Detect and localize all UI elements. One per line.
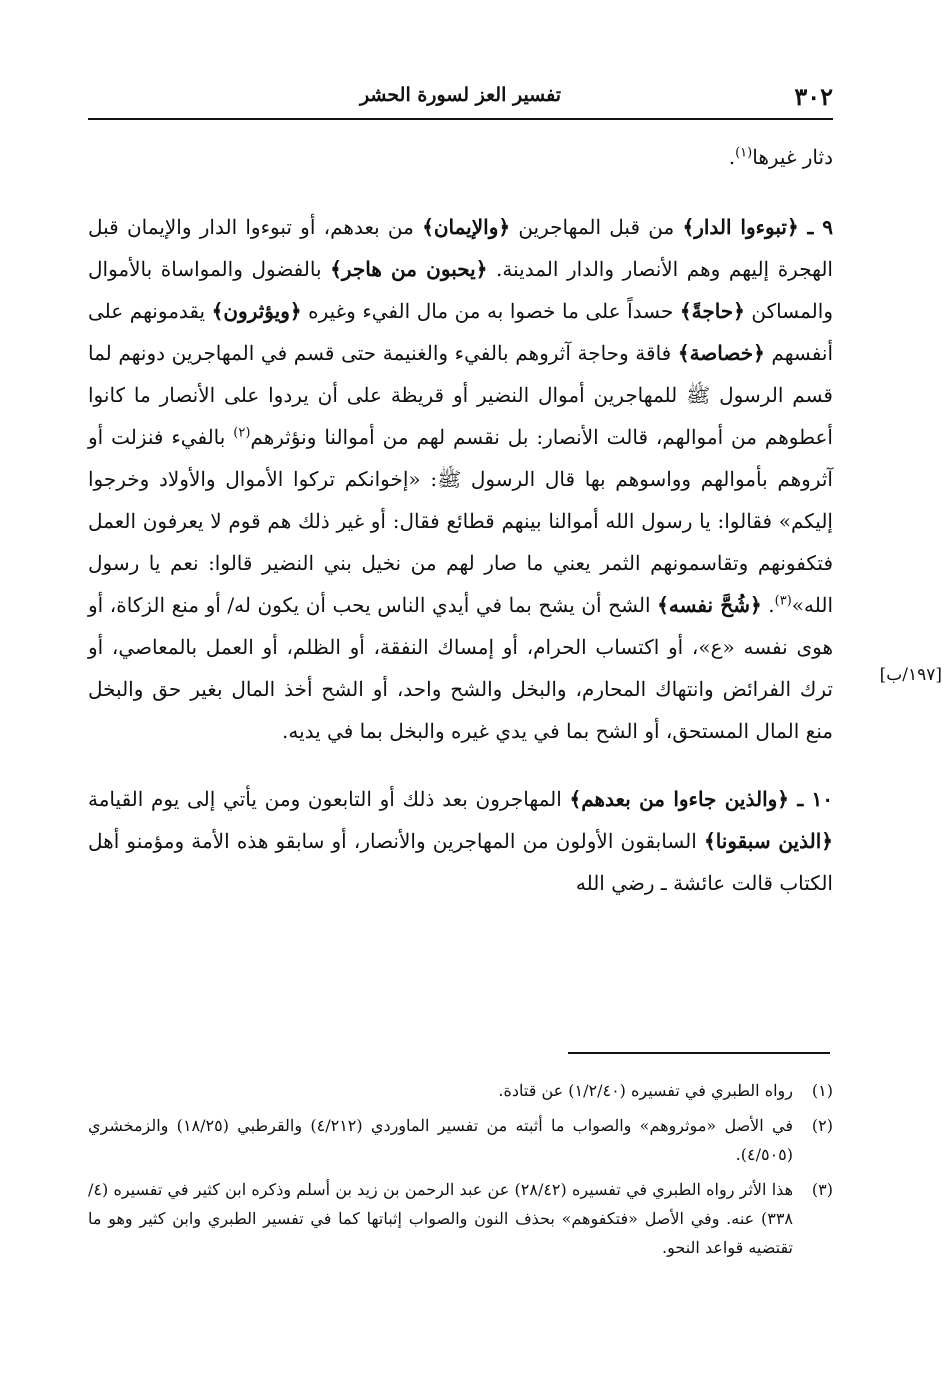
verse-number: ١٠ ـ xyxy=(789,787,833,811)
quran-quote: ﴿ويؤثرون﴾ xyxy=(211,299,302,323)
text-run: دثار غيرها xyxy=(752,145,833,169)
verse-number: ٩ ـ xyxy=(798,215,834,239)
footnote-item xyxy=(88,1076,833,1105)
footnote-item xyxy=(88,1175,833,1262)
footnote-item xyxy=(88,1111,833,1169)
text-run: المهاجرون بعد ذلك أو التابعون ومن يأتي إلى يوم القيامة xyxy=(88,787,570,811)
footnote-number: (٢) xyxy=(811,1116,833,1135)
footnote-ref: (١) xyxy=(735,145,753,161)
paragraph-verse-10 xyxy=(88,778,833,904)
quran-quote: ﴿خصاصة﴾ xyxy=(677,341,765,365)
text-run: يقدمونهم على أنفسهم xyxy=(88,299,834,365)
manuscript-folio-marker: [١٩٧/ب] xyxy=(879,665,942,685)
footnote-text: هذا الأثر رواه الطبري في تفسيره (٢٨/٤٢) عن عبد الرحمن بن زيد بن أسلم وذكره ابن كثير في تفسيره (٤/ ٣٣٨) عنه. وفي الأصل «فتكفوهم» بحذف النون والصواب إثباتها كما في تفسير الطبري وابن كثير وهو ما تقتضيه قواعد النحو. xyxy=(88,1180,794,1257)
text-run: . xyxy=(728,145,736,169)
footnote-number: (٣) xyxy=(811,1180,833,1199)
footnote-text: في الأصل «موثروهم» والصواب ما أثبته من تفسير الماوردي (٤/٢١٢) والقرطبي (١٨/٢٥) والزمخشري (٤/٥٠٥). xyxy=(88,1116,793,1164)
quran-quote: ﴿شُحَّ نفسه﴾ xyxy=(657,593,762,617)
page-number: ٣٠٢ xyxy=(794,82,833,111)
text-run: الشح أن يشح بما في أيدي الناس يحب أن يكون له/ أو منع الزكاة، أو هوى نفسه «ع»، أو اكتساب الحرام، أو إمساك النفقة، أو الظلم، أو العمل بالمعاصي، أو ترك الفرائض وانتهاك المحارم، والبخل والشح واحد، أو الشح أخذ المال بغير حق والبخل منع المال المستحق، أو الشح بما في يدي غيره والبخل بما في يديه. xyxy=(88,593,833,743)
main-text xyxy=(88,136,833,904)
quran-quote: ﴿حاجةً﴾ xyxy=(679,299,745,323)
footnote-ref: (٢) xyxy=(233,425,251,441)
footnotes xyxy=(88,1076,833,1268)
page-header xyxy=(88,78,833,120)
text-run: بالفضول والمواساة بالأموال والمساكن xyxy=(88,257,833,323)
quran-quote: ﴿تبوءوا الدار﴾ xyxy=(682,215,799,239)
quran-quote: ﴿والإيمان﴾ xyxy=(422,215,511,239)
text-run: من قبل المهاجرين xyxy=(510,215,683,239)
footnote-divider xyxy=(568,1052,830,1054)
paragraph-continuation xyxy=(88,136,833,178)
quran-quote: ﴿والذين جاءوا من بعدهم﴾ xyxy=(569,787,790,811)
quran-quote: ﴿يحبون من هاجر﴾ xyxy=(330,257,488,281)
quran-quote: ﴿الذين سبقونا﴾ xyxy=(703,829,833,853)
text-run: بالفيء فنزلت أو آثروهم بأموالهم وواسوهم بها قال الرسول ﷺ: «إخوانكم تركوا الأموال والأولاد وخرجوا إليكم» فقالوا: يا رسول الله أموالنا بينهم قطائع فقال: أو غير ذلك هم قوم لا يعرفون العمل فتكفونهم وتقاسمونهم الثمر يعني ما صار لهم من نخيل بني النضير قالوا: نعم يا رسول الله» xyxy=(88,425,834,617)
text-run: . xyxy=(761,593,775,617)
text-run: السابقون الأولون من المهاجرين والأنصار، أو سابقو هذه الأمة ومؤمنو أهل الكتاب قالت عائشة ـ رضي الله xyxy=(88,829,833,895)
text-run: من بعدهم، أو تبوءوا الدار والإيمان قبل الهجرة إليهم وهم الأنصار والدار المدينة. xyxy=(88,215,833,281)
footnote-text: رواه الطبري في تفسيره (١/٢/٤٠) عن قتادة. xyxy=(498,1081,793,1100)
footnote-ref: (٣) xyxy=(774,593,792,609)
text-run: فاقة وحاجة آثروهم بالفيء والغنيمة حتى قسم في المهاجرين دونهم لما قسم الرسول ﷺ للمهاجرين أموال النضير أو قريظة على أن يردوا على الأنصار ما كانوا أعطوهم من أموالهم، قالت الأنصار: بل نقسم لهم من أموالنا ونؤثرهم xyxy=(88,341,833,449)
footnote-number: (١) xyxy=(811,1081,833,1100)
running-title: تفسير العز لسورة الحشر xyxy=(359,84,562,106)
paragraph-verse-9 xyxy=(88,206,833,752)
text-run: حسداً على ما خصوا به من مال الفيء وغيره xyxy=(301,299,680,323)
